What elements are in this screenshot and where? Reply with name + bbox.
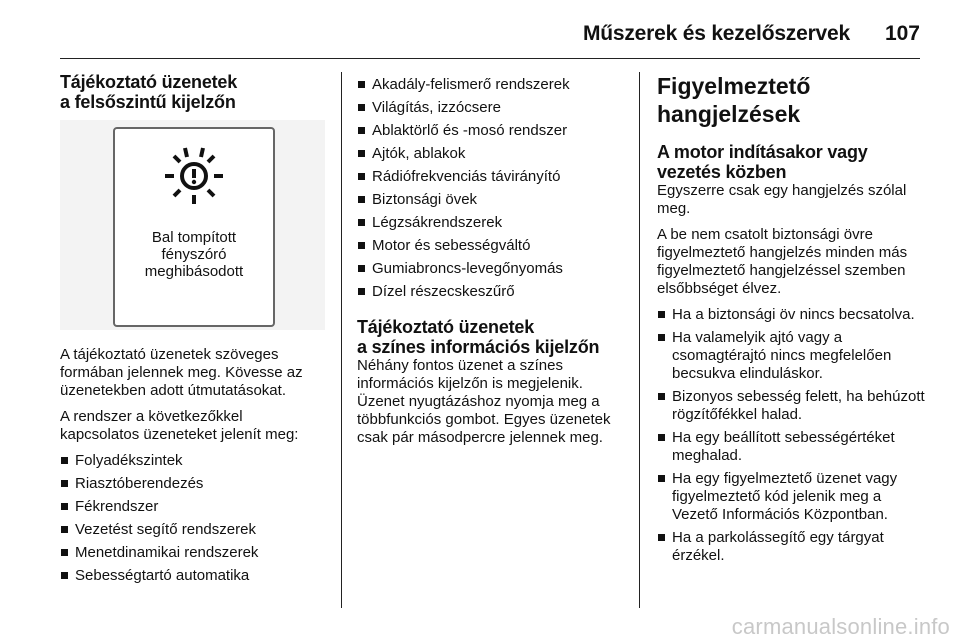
- display-screen: [113, 127, 275, 327]
- list-item-text: Ablaktörlő és -mosó rendszer: [372, 122, 568, 139]
- faulty-low-beam-headlight-icon: [163, 145, 225, 207]
- bullet-icon: [358, 219, 365, 226]
- list-item: [357, 145, 625, 163]
- list-item: [60, 475, 325, 493]
- page-number: 107: [884, 22, 920, 45]
- list-item-text: Légzsákrendszerek: [372, 214, 503, 231]
- bullet-icon: [358, 150, 365, 157]
- bullet-icon: [61, 526, 68, 533]
- chime-condition-list: [657, 306, 925, 565]
- list-item-text: Ha valamelyik ajtó vagy a csomagtérajtó nincs megfelelően becsukva elinduláskor.: [672, 329, 892, 382]
- bullet-icon: [358, 288, 365, 295]
- heading-line: hangjelzések: [657, 101, 801, 127]
- bullet-icon: [358, 81, 365, 88]
- subheading-engine-start: [657, 142, 925, 182]
- bullet-icon: [658, 334, 665, 341]
- list-item-text: Biztonsági övek: [372, 191, 478, 208]
- paragraph: A be nem csatolt biztonsági övre figyelmeztető hangjelzés minden más figyelmeztető hangjelzéssel szemben elsőbbséget élvez.: [657, 226, 908, 297]
- list-item: [357, 237, 625, 255]
- list-item: [357, 214, 625, 232]
- bullet-icon: [61, 457, 68, 464]
- list-item: [657, 329, 925, 383]
- display-message: [115, 229, 273, 280]
- heading-upper-display-messages: [60, 72, 325, 112]
- message-category-list: [60, 452, 325, 585]
- column-divider-left: [341, 72, 342, 608]
- bullet-icon: [61, 503, 68, 510]
- list-item-text: Ha egy figyelmeztető üzenet vagy figyelmeztető kód jelenik meg a Vezető Információs Központban.: [672, 470, 898, 523]
- list-item: [657, 388, 925, 424]
- column-3: [657, 72, 925, 570]
- section-heading-warning-chimes: [657, 72, 925, 128]
- list-item: [657, 306, 925, 324]
- list-item: [357, 99, 625, 117]
- display-message-line: fényszóró: [161, 246, 227, 263]
- heading-line: Figyelmeztető: [657, 73, 811, 99]
- paragraph: A rendszer a következőkkel kapcsolatos üzeneteket jelenít meg:: [60, 408, 299, 443]
- list-item-text: Bizonyos sebesség felett, ha behúzott rögzítőfékkel halad.: [672, 388, 925, 423]
- list-item: [60, 498, 325, 516]
- bullet-icon: [658, 311, 665, 318]
- list-item: [657, 429, 925, 465]
- list-item-text: Riasztóberendezés: [75, 475, 204, 492]
- display-message-line: Bal tompított: [151, 229, 237, 246]
- list-item: [357, 76, 625, 94]
- list-item: [60, 452, 325, 470]
- list-item: [357, 191, 625, 209]
- list-item-text: Fékrendszer: [75, 498, 159, 515]
- list-item: [60, 544, 325, 562]
- list-item: [357, 260, 625, 278]
- bullet-icon: [358, 242, 365, 249]
- list-item-text: Motor és sebességváltó: [372, 237, 531, 254]
- list-item: [357, 168, 625, 186]
- bullet-icon: [658, 393, 665, 400]
- list-item: [357, 122, 625, 140]
- bullet-icon: [61, 572, 68, 579]
- list-item-text: Sebességtartó automatika: [75, 567, 250, 584]
- heading-line: Tájékoztató üzenetek: [357, 317, 535, 337]
- list-item-text: Ha a parkolássegítő egy tárgyat érzékel.: [672, 529, 884, 564]
- list-item-text: Vezetést segítő rendszerek: [75, 521, 256, 538]
- paragraph: Egyszerre csak egy hangjelzés szólal meg.: [657, 182, 907, 217]
- bullet-icon: [658, 475, 665, 482]
- bullet-icon: [358, 104, 365, 111]
- list-item-text: Gumiabroncs-levegőnyomás: [372, 260, 563, 277]
- bullet-icon: [658, 534, 665, 541]
- bullet-icon: [61, 480, 68, 487]
- bullet-icon: [658, 434, 665, 441]
- bullet-icon: [358, 265, 365, 272]
- list-item-text: Menetdinamikai rendszerek: [75, 544, 259, 561]
- paragraph: Néhány fontos üzenet a színes információs kijelzőn is megjelenik. Üzenet nyugtázáshoz nyomja meg a többfunkciós gombot. Egyes üzenetek csak pár másodpercre jelennek meg.: [357, 357, 611, 446]
- heading-color-display-messages: [357, 317, 625, 357]
- heading-line: vezetés közben: [657, 162, 787, 182]
- bullet-icon: [358, 173, 365, 180]
- watermark: carmanualsonline.info: [731, 614, 950, 639]
- list-item-text: Világítás, izzócsere: [372, 99, 501, 116]
- column-2: [357, 72, 625, 455]
- bullet-icon: [61, 549, 68, 556]
- list-item-text: Ha egy beállított sebességértéket meghalad.: [672, 429, 895, 464]
- list-item-text: Folyadékszintek: [75, 452, 183, 469]
- section-title: Műszerek és kezelőszervek: [582, 22, 850, 45]
- display-message-line: meghibásodott: [144, 263, 244, 280]
- heading-line: Tájékoztató üzenetek: [60, 72, 238, 92]
- heading-line: a színes információs kijelzőn: [357, 337, 600, 357]
- display-illustration: [60, 120, 325, 330]
- list-item-text: Akadály-felismerő rendszerek: [372, 76, 570, 93]
- list-item: [657, 470, 925, 524]
- list-item: [60, 521, 325, 539]
- list-item: [357, 283, 625, 301]
- list-item-text: Dízel részecskeszűrő: [372, 283, 515, 300]
- list-item: [60, 567, 325, 585]
- heading-line: A motor indításakor vagy: [657, 142, 868, 162]
- list-item-text: Ha a biztonsági öv nincs becsatolva.: [672, 306, 915, 323]
- list-item-text: Rádiófrekvenciás távirányító: [372, 168, 561, 185]
- paragraph: A tájékoztató üzenetek szöveges formában jelennek meg. Kövesse az üzenetekben adott útmutatásokat.: [60, 346, 303, 399]
- bullet-icon: [358, 127, 365, 134]
- list-item: [657, 529, 925, 565]
- message-category-list-continued: [357, 76, 625, 301]
- page-header: [60, 10, 920, 59]
- list-item-text: Ajtók, ablakok: [372, 145, 466, 162]
- bullet-icon: [358, 196, 365, 203]
- heading-line: a felsőszintű kijelzőn: [60, 92, 236, 112]
- column-1: [60, 72, 325, 590]
- column-divider-right: [639, 72, 640, 608]
